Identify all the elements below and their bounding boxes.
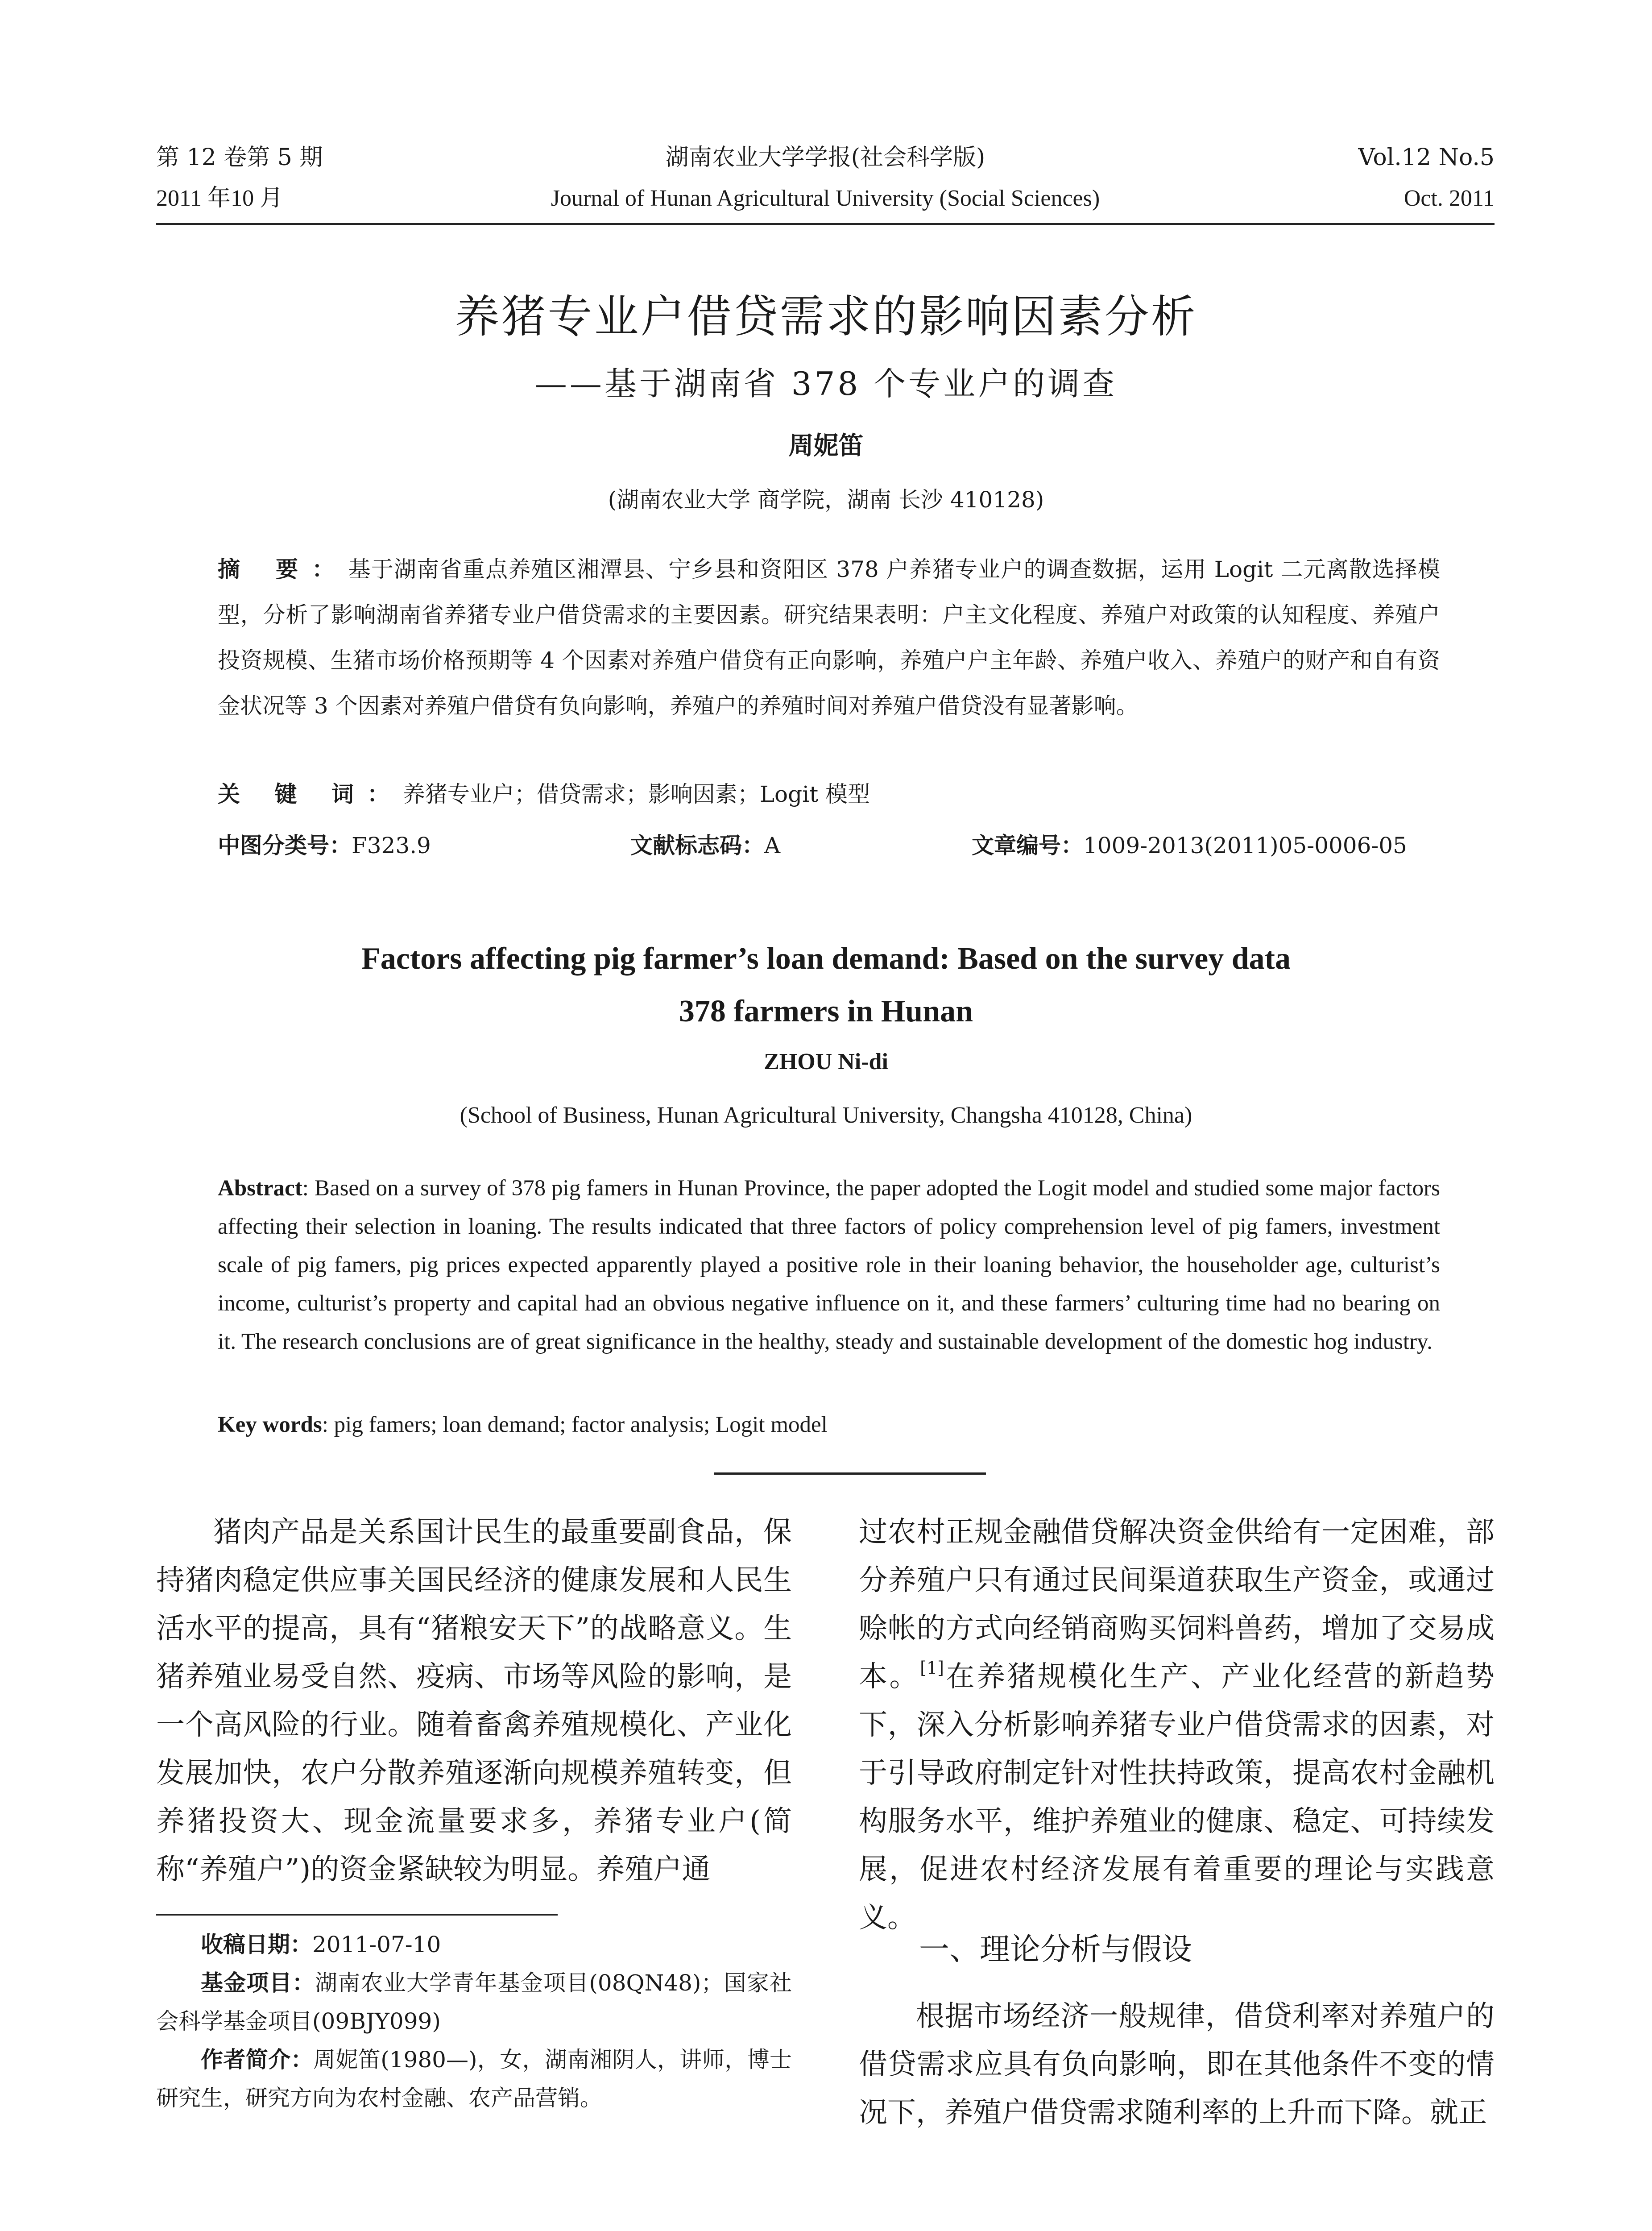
article-number-value: 1009-2013(2011)05-0006-05 bbox=[1083, 833, 1407, 858]
clc-value: F323.9 bbox=[352, 833, 431, 858]
article-number bbox=[972, 825, 1407, 866]
received-label: 收稿日期： bbox=[201, 1932, 312, 1957]
running-header-top bbox=[156, 142, 1495, 173]
author-bio-label: 作者简介： bbox=[201, 2047, 313, 2073]
journal-name-en: Journal of Hunan Agricultural University (Social Sciences) bbox=[551, 186, 1100, 211]
running-header-bottom bbox=[156, 183, 1495, 214]
section-body bbox=[859, 1992, 1495, 2137]
volume-issue-cn: 第 12 卷第 5 期 bbox=[156, 144, 323, 171]
keywords-en-label: Key words bbox=[218, 1412, 322, 1437]
abstract-cn bbox=[218, 547, 1440, 729]
keywords-en bbox=[218, 1406, 1440, 1444]
keywords-cn-label: 关 键 词： bbox=[218, 781, 403, 807]
date-en: Oct. 2011 bbox=[1404, 186, 1495, 211]
abstract-en bbox=[218, 1169, 1440, 1361]
footnotes bbox=[156, 1925, 792, 2117]
doc-code-value: A bbox=[764, 833, 781, 858]
date-cn: 2011 年10 月 bbox=[156, 186, 283, 211]
author-name-cn: 周妮笛 bbox=[788, 431, 864, 460]
body-paragraph-continued bbox=[859, 1508, 1495, 1942]
paper-title-en bbox=[0, 933, 1652, 1038]
header-rule bbox=[156, 223, 1495, 225]
fund-value: 湖南农业大学青年基金项目(08QN48)；国家社会科学基金项目(09BJY099) bbox=[156, 1970, 792, 2034]
article-number-label: 文章编号： bbox=[972, 833, 1083, 858]
footnote-fund bbox=[156, 1964, 792, 2040]
section-heading: 一、理论分析与假设 bbox=[919, 1932, 1192, 1967]
doc-code-label: 文献标志码： bbox=[630, 833, 764, 858]
abstract-cn-label: 摘 要： bbox=[218, 556, 348, 582]
keywords-en-text: : pig famers; loan demand; factor analysis; Logit model bbox=[322, 1412, 828, 1437]
paper-title-cn: 养猪专业户借贷需求的影响因素分析 bbox=[455, 290, 1197, 343]
section-separator bbox=[714, 1472, 986, 1475]
author-name-en: ZHOU Ni-di bbox=[764, 1049, 888, 1074]
section-paragraph: 根据市场经济一般规律，借贷利率对养殖户的借贷需求应具有负向影响，即在其他条件不变的情况下，养殖户借贷需求随利率的上升而下降。就正 bbox=[859, 2000, 1495, 2129]
author-bio-value: 周妮笛(1980—)，女，湖南湘阴人，讲师，博士研究生，研究方向为农村金融、农产品营销。 bbox=[156, 2047, 792, 2111]
paper-subtitle-cn: ——基于湖南省 378 个专业户的调查 bbox=[534, 365, 1118, 402]
body-text-part-a: 过农村正规金融借贷解决资金供给有一定困难，部分养殖户只有通过民间渠道获取生产资金，或通过赊帐的方式向经销商购买饲料兽药，增加了交易成本。 bbox=[859, 1516, 1495, 1693]
abstract-en-text: : Based on a survey of 378 pig famers in Hunan Province, the paper adopted the Logit model and studied some major factors affecting their selection in loaning. The results indicated that three factors of policy comprehension level of pig famers, investment scale of pig famers, pig prices expected apparently played a positive role in their loaning behavior, the householder age, culturist’s income, culturist’s property and capital had an obvious negative influence on it, and these farmers’ culturing time had no bearing on it. The research conclusions are of great significance in the healthy, steady and sustainable development of the domestic hog industry. bbox=[218, 1176, 1440, 1354]
keywords-cn-text: 养猪专业户；借贷需求；影响因素；Logit 模型 bbox=[402, 781, 870, 807]
document-code bbox=[630, 825, 780, 866]
paper-title-en-line2: 378 farmers in Hunan bbox=[679, 994, 973, 1028]
paper-title-en-line1: Factors affecting pig farmer’s loan demand: Based on the survey data bbox=[361, 941, 1291, 976]
keywords-cn bbox=[218, 774, 1440, 814]
body-column-left bbox=[156, 1508, 792, 1894]
volume-issue-en: Vol.12 No.5 bbox=[1358, 144, 1495, 171]
affiliation-en: (School of Business, Hunan Agricultural University, Changsha 410128, China) bbox=[460, 1103, 1192, 1128]
abstract-cn-text: 基于湖南省重点养殖区湘潭县、宁乡县和资阳区 378 户养猪专业户的调查数据，运用 Logit 二元离散选择模型，分析了影响湖南省养猪专业户借贷需求的主要因素。研究结果表明：户主文化程度、养殖户对政策的认知程度、养殖户投资规模、生猪市场价格预期等 4 个因素对养殖户借贷有正向影响，养殖户户主年龄、养殖户收入、养殖户的财产和自有资金状况等 3 个因素对养殖户借贷有负向影响，养殖户的养殖时间对养殖户借贷没有显著影响。 bbox=[218, 556, 1440, 719]
clc-number bbox=[218, 825, 431, 866]
fund-label: 基金项目： bbox=[201, 1970, 315, 1996]
body-column-right bbox=[859, 1508, 1495, 1942]
footnote-rule bbox=[156, 1914, 558, 1916]
journal-name-cn: 湖南农业大学学报(社会科学版) bbox=[665, 144, 985, 171]
body-text-part-b: 在养猪规模化生产、产业化经营的新趋势下，深入分析影响养猪专业户借贷需求的因素，对于引导政府制定针对性扶持政策，提高农村金融机构服务水平，维护养殖业的健康、稳定、可持续发展，促进农村经济发展有着重要的理论与实践意义。 bbox=[859, 1660, 1495, 1934]
received-value: 2011-07-10 bbox=[312, 1932, 441, 1957]
body-paragraph: 猪肉产品是关系国计民生的最重要副食品，保持猪肉稳定供应事关国民经济的健康发展和人民生活水平的提高，具有“猪粮安天下”的战略意义。生猪养殖业易受自然、疫病、市场等风险的影响，是一个高风险的行业。随着畜禽养殖规模化、产业化发展加快，农户分散养殖逐渐向规模养殖转变，但养猪投资大、现金流量要求多，养猪专业户(简称“养殖户”)的资金紧缺较为明显。养殖户通 bbox=[156, 1516, 792, 1886]
citation-marker: [1] bbox=[920, 1658, 944, 1678]
affiliation-cn: (湖南农业大学 商学院，湖南 长沙 410128) bbox=[608, 487, 1044, 513]
footnote-author bbox=[156, 2040, 792, 2117]
abstract-en-label: Abstract bbox=[218, 1176, 302, 1201]
footnote-received bbox=[156, 1925, 792, 1964]
clc-label: 中图分类号： bbox=[218, 833, 352, 858]
